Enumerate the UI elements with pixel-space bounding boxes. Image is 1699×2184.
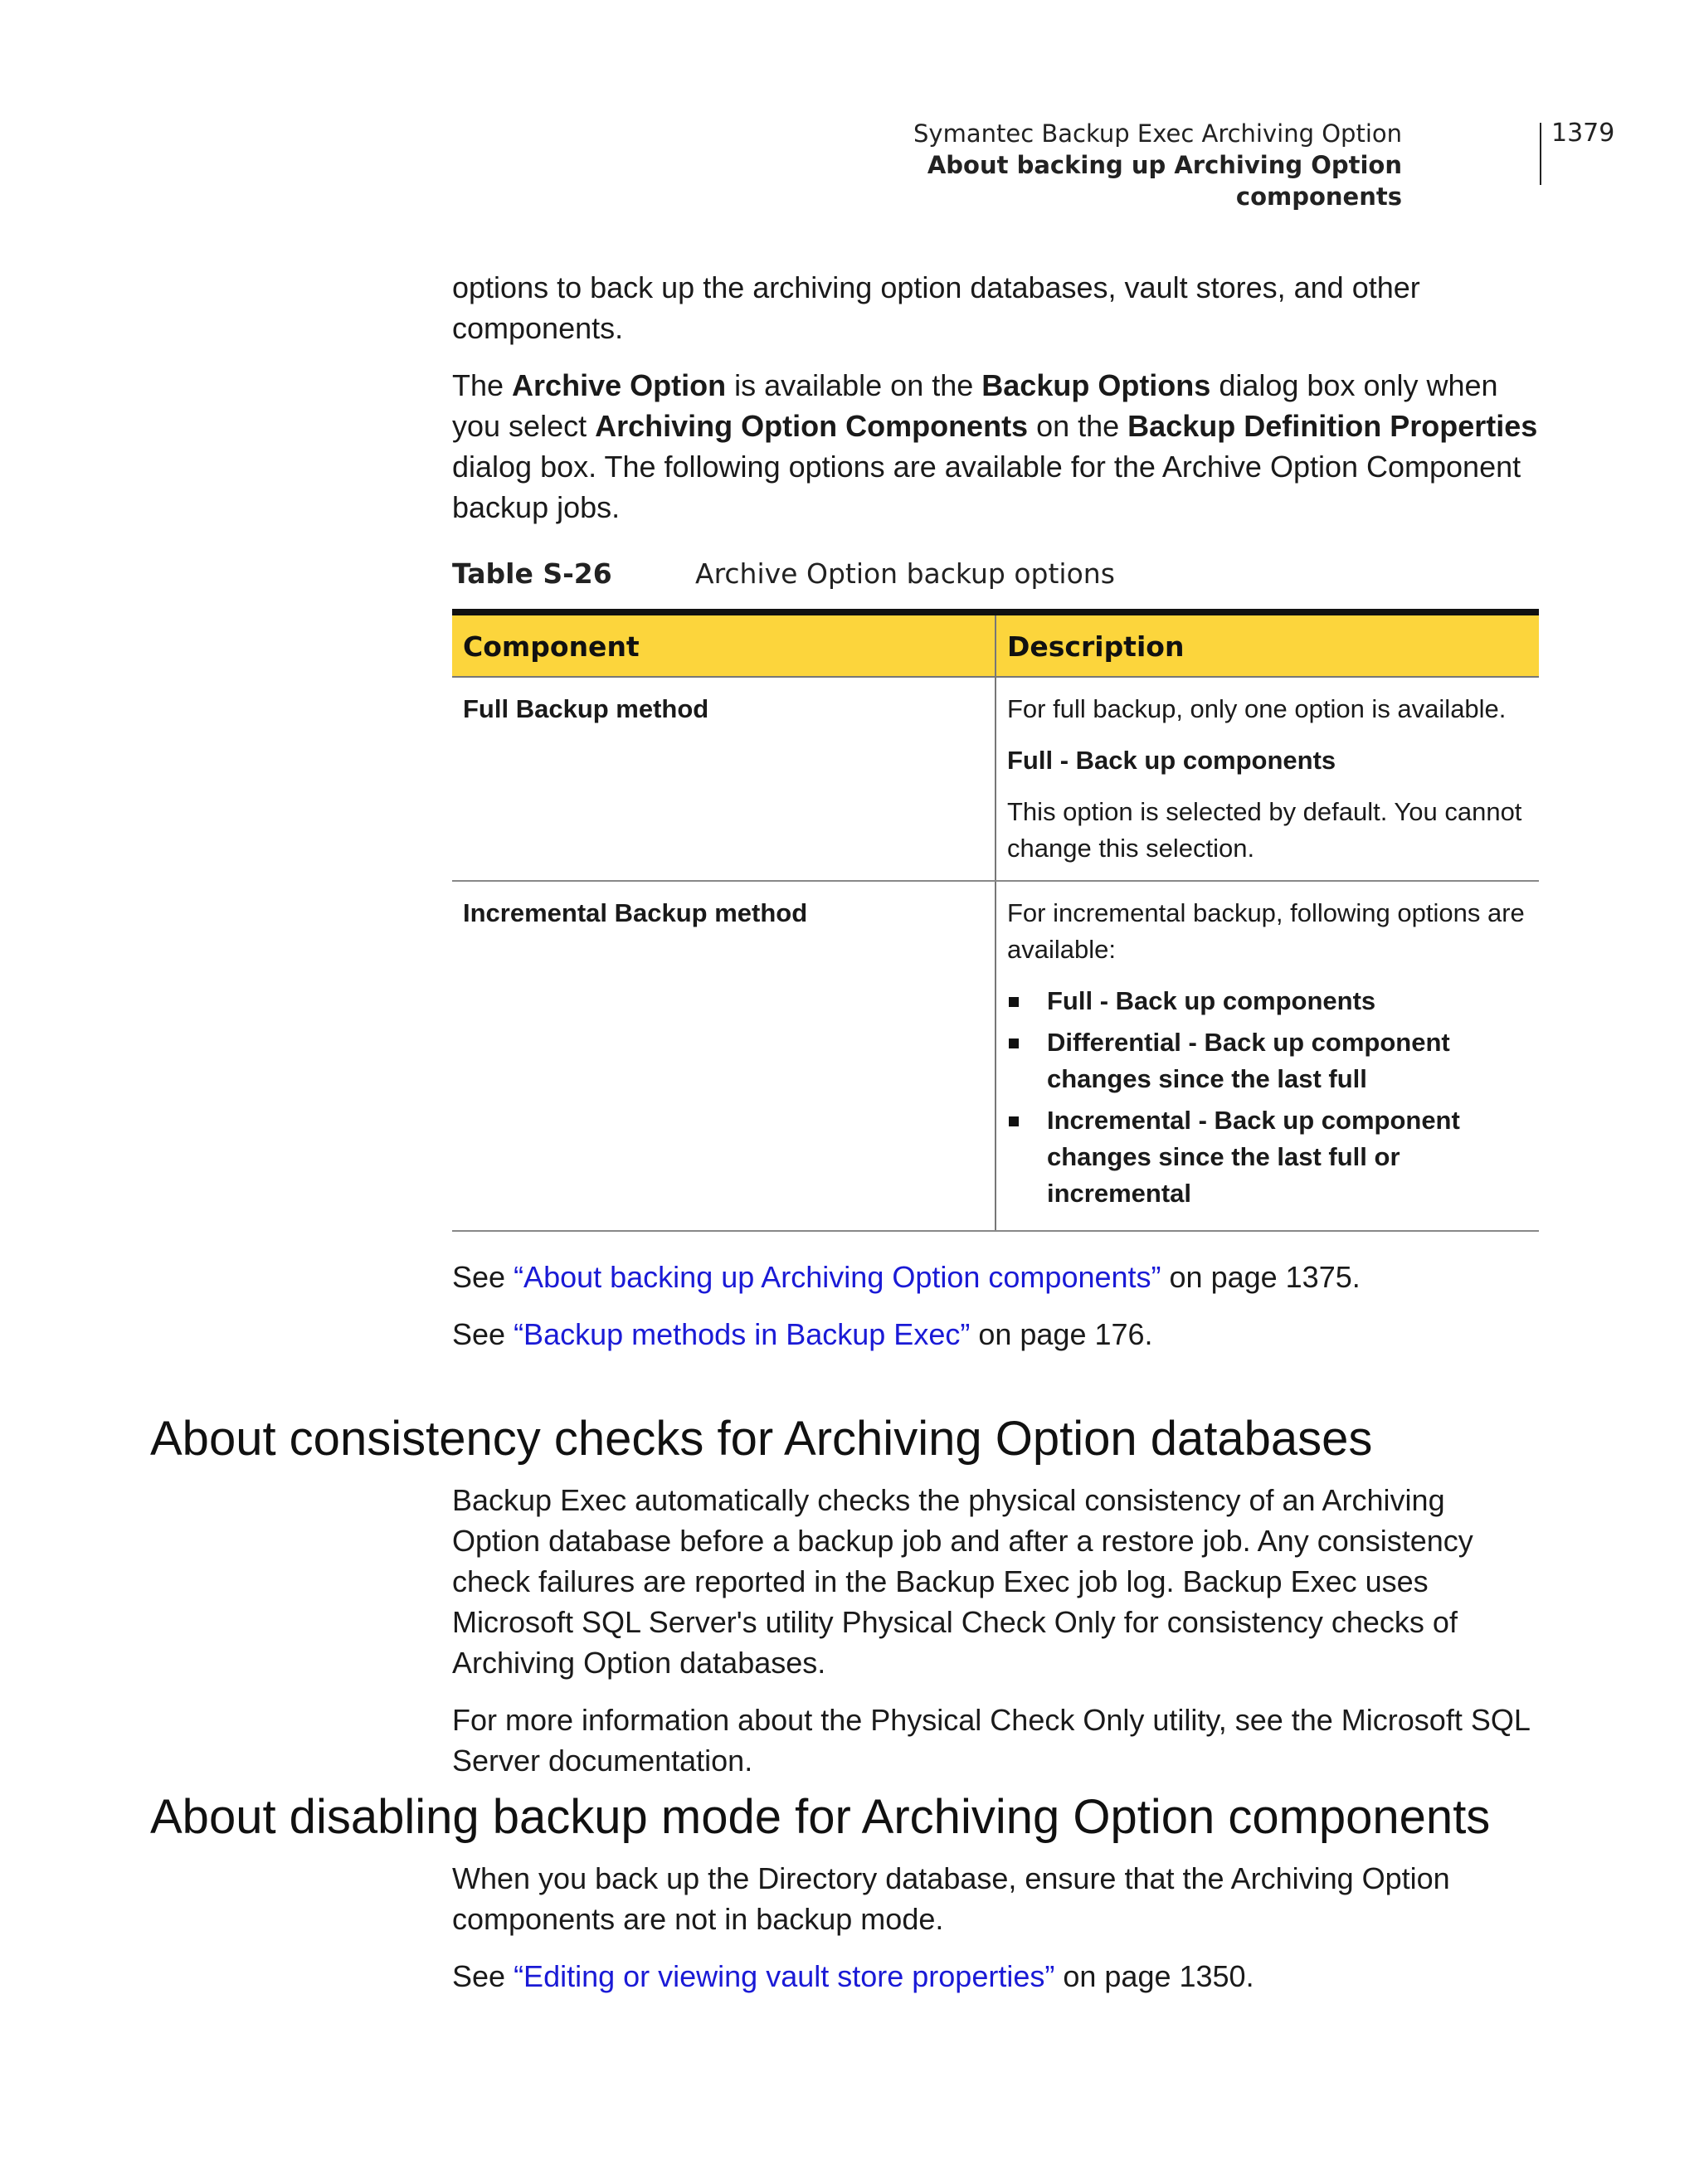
- intro-block: [452, 267, 1539, 1371]
- consistency-paragraph-1: Backup Exec automatically checks the physical consistency of an Archiving Option database before a backup job and after a restore job. Any consistency check failures are reported in the Backup Exec job log. Backup Exec uses Microsoft SQL Server's utility Physical Check Only for consistency checks of Archiving Option databases.: [452, 1483, 1473, 1680]
- ui-term-archive-option: Archive Option: [512, 368, 727, 402]
- cross-reference-link[interactable]: “About backing up Archiving Option components”: [514, 1260, 1161, 1294]
- description-cell: [996, 677, 1539, 881]
- text-run: See: [452, 1260, 514, 1294]
- disabling-paragraph-1: When you back up the Directory database, ensure that the Archiving Option components are not in backup mode.: [452, 1861, 1450, 1936]
- see-also-reference: [452, 1314, 1539, 1355]
- consistency-section-body: [452, 1480, 1539, 1797]
- section-heading-consistency: About consistency checks for Archiving Option databases: [150, 1412, 1373, 1466]
- bullet-square-icon: [1009, 1038, 1019, 1048]
- list-item-text: Incremental - Back up component changes since the last full or incremental: [1047, 1106, 1460, 1208]
- list-item-text: Differential - Back up component changes since the last full: [1047, 1028, 1450, 1093]
- ui-term-archiving-option-components: Archiving Option Components: [595, 409, 1029, 443]
- archive-option-table: [452, 609, 1539, 1232]
- see-also-reference: [452, 1956, 1539, 1997]
- text-run: is available on the: [726, 368, 982, 402]
- table-header-row: [452, 612, 1539, 677]
- intro-paragraph-1: options to back up the archiving option databases, vault stores, and other components.: [452, 270, 1420, 345]
- list-item: [1007, 1024, 1528, 1097]
- component-cell: [452, 881, 996, 1231]
- table-row: [452, 881, 1539, 1231]
- list-item: [1007, 1102, 1528, 1212]
- intro-paragraph-2: [452, 365, 1539, 528]
- text-run: dialog box only when you select: [452, 368, 1498, 443]
- description-option: Full - Back up components: [1007, 746, 1336, 775]
- header-divider: [1540, 123, 1541, 185]
- list-item-text: Full - Back up components: [1047, 986, 1376, 1015]
- ui-term-backup-options: Backup Options: [981, 368, 1211, 402]
- description-intro: For incremental backup, following options are available:: [1007, 898, 1525, 964]
- table-caption-title: Archive Option backup options: [695, 557, 1115, 590]
- text-run: See: [452, 1959, 514, 1993]
- header-title: Symantec Backup Exec Archiving Option: [913, 119, 1402, 148]
- cross-reference-link[interactable]: “Backup methods in Backup Exec”: [514, 1317, 971, 1351]
- description-intro: For full backup, only one option is available.: [1007, 694, 1507, 723]
- text-run: on page 1350.: [1054, 1959, 1254, 1993]
- text-run: on page 176.: [970, 1317, 1153, 1351]
- text-run: See: [452, 1317, 514, 1351]
- see-also-reference: [452, 1257, 1539, 1297]
- bullet-square-icon: [1009, 1116, 1019, 1126]
- header-text-block: [821, 118, 1402, 212]
- text-run: The: [452, 368, 513, 402]
- header-section: About backing up Archiving Option components: [927, 151, 1402, 211]
- page-number: 1379: [1551, 119, 1615, 148]
- text-run: on the: [1028, 409, 1128, 443]
- bullet-square-icon: [1009, 997, 1019, 1007]
- consistency-paragraph-2: For more information about the Physical Check Only utility, see the Microsoft SQL Server documentation.: [452, 1703, 1530, 1778]
- description-note: This option is selected by default. You cannot change this selection.: [1007, 797, 1522, 863]
- column-header-description: Description: [996, 612, 1539, 677]
- column-header-component: Component: [452, 612, 996, 677]
- section-heading-disabling: About disabling backup mode for Archiving Option components: [150, 1790, 1491, 1844]
- options-bullet-list: [1007, 983, 1528, 1212]
- cross-reference-link[interactable]: “Editing or viewing vault store properties”: [514, 1959, 1055, 1993]
- component-cell: [452, 677, 996, 881]
- table-row: [452, 677, 1539, 881]
- disabling-section-body: [452, 1858, 1539, 2013]
- text-run: on page 1375.: [1161, 1260, 1361, 1294]
- component-name: Full Backup method: [463, 694, 709, 723]
- ui-term-backup-definition-properties: Backup Definition Properties: [1127, 409, 1538, 443]
- component-name: Incremental Backup method: [463, 898, 808, 927]
- table-caption-number: Table S-26: [452, 557, 612, 590]
- table-caption: [452, 556, 1539, 592]
- text-run: dialog box. The following options are available for the Archive Option Component backup jobs.: [452, 450, 1521, 524]
- list-item: [1007, 983, 1528, 1019]
- description-cell: [996, 881, 1539, 1231]
